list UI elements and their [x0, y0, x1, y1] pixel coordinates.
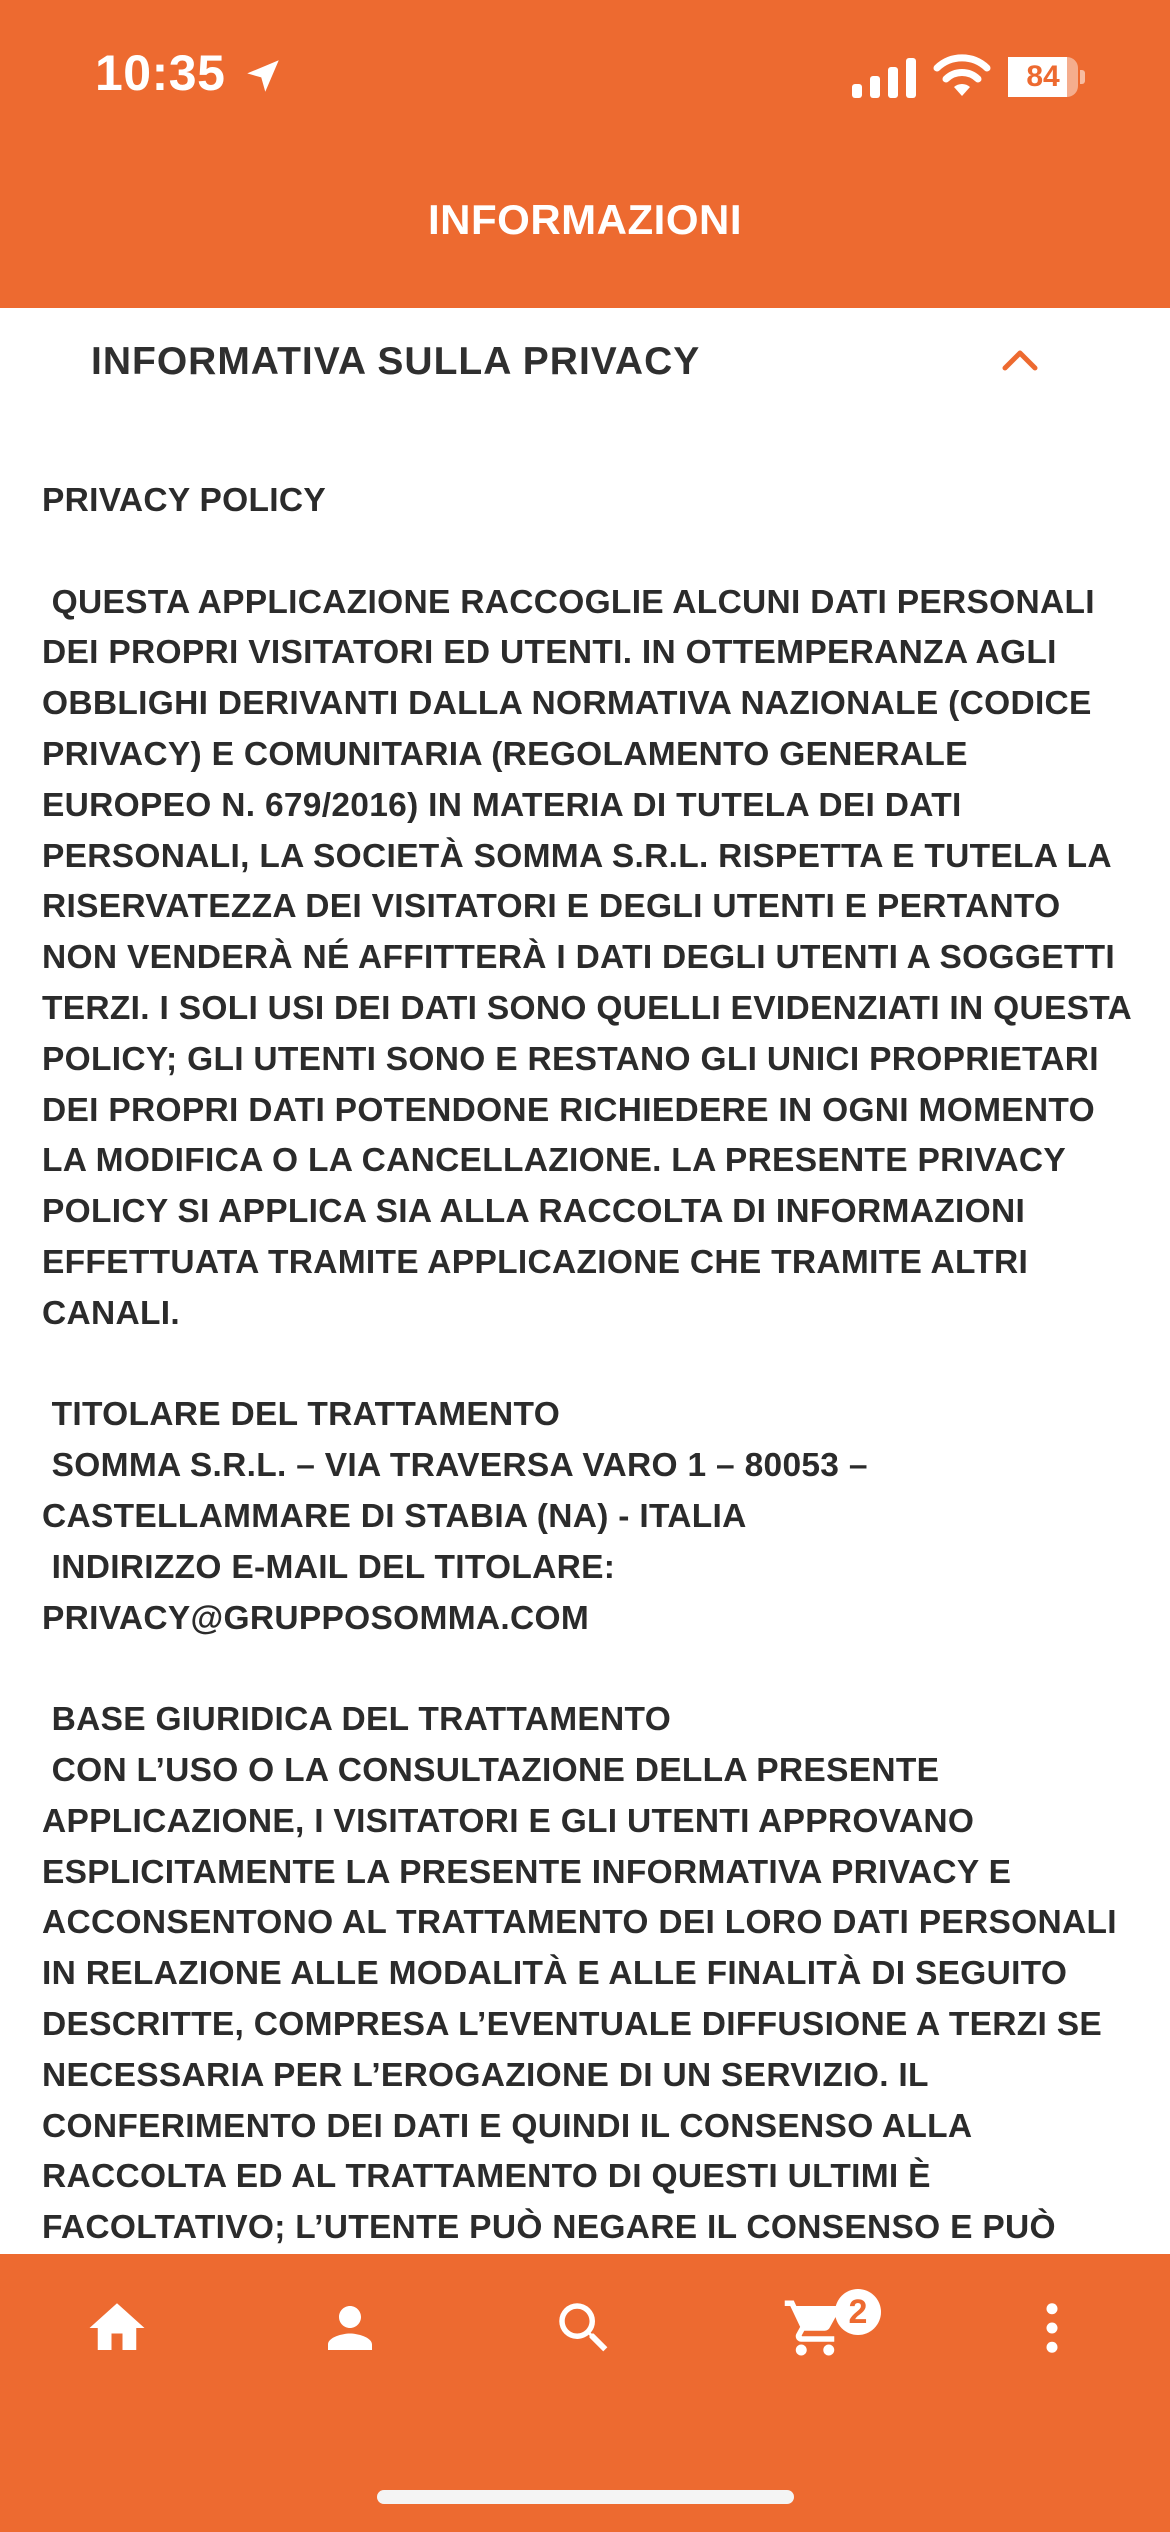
battery-indicator	[1008, 57, 1084, 97]
top-app-bar	[0, 0, 1170, 308]
home-indicator[interactable]	[377, 2490, 794, 2504]
battery-percentage: 84	[1026, 60, 1060, 93]
privacy-policy-text: PRIVACY POLICY QUESTA APPLICAZIONE RACCOGLIE ALCUNI DATI PERSONALI DEI PROPRI VISITATORI ED UTENTI. IN OTTEMPERANZA AGLI OBBLIGHI DERIVANTI DALLA NORMATIVA NAZIONALE (CODICE PRIVACY) E COMUNITARIA (REGOLAMENTO GENERALE EUROPEO N. 679/2016) IN MATERIA DI TUTELA DEI DATI PERSONALI, LA SOCIETÀ SOMMA S.R.L. RISPETTA E TUTELA LA RISERVATEZZA DEI VISITATORI E DEGLI UTENTI E PERTANTO NON VENDERÀ NÉ AFFITTERÀ I DATI DEGLI UTENTI A SOGGETTI TERZI. I SOLI USI DEI DATI SONO QUELLI EVIDENZIATI IN QUESTA POLICY; GLI UTENTI SONO E RESTANO GLI UNICI PROPRIETARI DEI PROPRI DATI POTENDONE RICHIEDERE IN OGNI MOMENTO LA MODIFICA O LA CANCELLAZIONE. LA PRESENTE PRIVACY POLICY SI APPLICA SIA ALLA RACCOLTA DI INFORMAZIONI EFFETTUATA TRAMITE APPLICAZIONE CHE TRAMITE ALTRI CANALI. TITOLARE DEL TRATTAMENTO SOMMA S.R.L. – VIA TRAVERSA VARO 1 – 80053 – CASTELLAMMARE DI STABIA (NA) - ITALIA INDIRIZZO E-MAIL DEL TITOLARE: PRIVACY@GRUPPOSOMMA.COM BASE GIURIDICA DEL TRATTAMENTO CON L’USO O LA CONSULTAZIONE DELLA PRESENTE APPLICAZIONE, I VISITATORI E GLI UTENTI APPROVANO ESPLICITAMENTE LA PRESENTE INFORMATIVA PRIVACY E ACCONSENTONO AL TRATTAMENTO DEI LORO DATI PERSONALI IN RELAZIONE ALLE MODALITÀ E ALLE FINALITÀ DI SEGUITO DESCRITTE, COMPRESA L’EVENTUALE DIFFUSIONE A TERZI SE NECESSARIA PER L’EROGAZIONE DI UN SERVIZIO. IL CONFERIMENTO DEI DATI E QUINDI IL CONSENSO ALLA RACCOLTA ED AL TRATTAMENTO DI QUESTI ULTIMI È FACOLTATIVO; L’UTENTE PUÒ NEGARE IL CONSENSO E PUÒ	[42, 482, 1131, 2247]
accordion-title: INFORMATIVA SULLA PRIVACY	[91, 340, 701, 383]
person-icon	[317, 2295, 383, 2361]
page-title: INFORMAZIONI	[428, 196, 742, 243]
privacy-accordion-header[interactable]	[0, 308, 1170, 418]
location-arrow-icon	[242, 55, 284, 97]
status-bar	[0, 0, 1170, 150]
chevron-up-icon[interactable]	[999, 345, 1041, 373]
cellular-signal-icon	[852, 58, 916, 98]
tab-account[interactable]	[310, 2288, 390, 2368]
home-icon	[84, 2295, 150, 2361]
tab-home[interactable]	[77, 2288, 157, 2368]
cart-badge: 2	[835, 2289, 881, 2335]
search-icon	[551, 2295, 617, 2361]
more-vertical-icon	[1019, 2295, 1085, 2361]
tab-search[interactable]	[544, 2288, 624, 2368]
status-time: 10:35	[95, 45, 226, 101]
wifi-icon	[933, 52, 991, 98]
tab-more[interactable]	[1012, 2288, 1092, 2368]
